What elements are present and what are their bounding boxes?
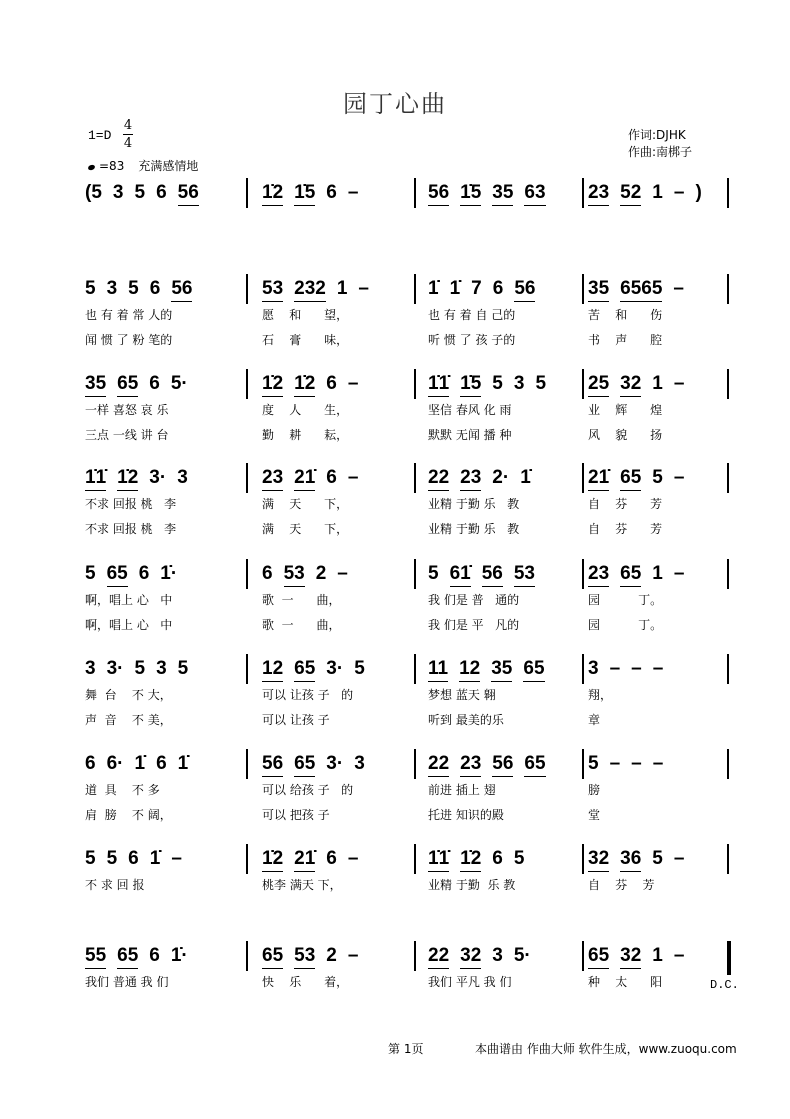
barline bbox=[414, 844, 416, 874]
lyric-line: 业 辉 煌 bbox=[588, 403, 663, 417]
note: 65 bbox=[107, 563, 128, 587]
barline bbox=[582, 369, 584, 399]
note: 2· bbox=[492, 467, 510, 488]
note: 65 bbox=[524, 753, 545, 777]
note: – bbox=[347, 182, 359, 203]
note: 56 bbox=[514, 278, 535, 302]
note: 1̇· bbox=[160, 563, 178, 584]
barline bbox=[414, 941, 416, 971]
note: 5 bbox=[134, 658, 146, 679]
note: 1̇ bbox=[149, 848, 161, 869]
note: 5 bbox=[354, 658, 365, 679]
note: – bbox=[337, 563, 348, 584]
lyric-line: 闻 惯 了 粉 笔的 bbox=[85, 333, 173, 347]
barline bbox=[727, 844, 729, 874]
lyric-line: 满 天 下， bbox=[262, 497, 349, 511]
note: 6 bbox=[156, 182, 167, 203]
barline bbox=[582, 941, 584, 971]
note: 6· bbox=[106, 753, 124, 774]
measure-notes bbox=[428, 373, 557, 397]
note: 5 bbox=[652, 848, 663, 869]
note: 6 bbox=[326, 182, 337, 203]
measure-notes bbox=[588, 753, 674, 775]
note: 6 bbox=[128, 848, 139, 869]
note: 1̇· bbox=[170, 945, 188, 966]
note: 32 bbox=[460, 945, 481, 969]
note: 5 bbox=[428, 563, 439, 584]
note: – bbox=[609, 753, 621, 774]
note: 6 bbox=[156, 753, 167, 774]
composer: 作曲:南梆子 bbox=[628, 145, 693, 159]
measure-notes bbox=[262, 753, 376, 777]
measure-notes bbox=[85, 373, 199, 397]
note: 35 bbox=[588, 278, 609, 302]
barline bbox=[582, 274, 584, 304]
measure-notes bbox=[85, 658, 199, 680]
measure-notes bbox=[262, 278, 380, 302]
note: – bbox=[347, 373, 359, 394]
note: 5 bbox=[177, 658, 189, 679]
barline bbox=[727, 369, 729, 399]
note: 1 bbox=[652, 182, 663, 203]
measure-notes bbox=[85, 278, 203, 302]
note: – bbox=[347, 467, 359, 488]
lyric-line: 不 求 回 报 bbox=[85, 878, 145, 892]
measure-notes bbox=[428, 945, 542, 969]
note: 5 bbox=[134, 182, 146, 203]
measure-notes bbox=[588, 467, 695, 491]
measure-notes bbox=[262, 182, 369, 206]
barline bbox=[727, 178, 729, 208]
note: – bbox=[347, 945, 359, 966]
note: 1̇2 bbox=[262, 848, 283, 872]
measure-notes bbox=[262, 467, 369, 491]
tempo-marking: =83 充满感情地 bbox=[88, 157, 198, 174]
barline bbox=[727, 463, 729, 493]
barline bbox=[582, 559, 584, 589]
measure-notes bbox=[428, 278, 546, 302]
note: 1̇ bbox=[449, 278, 461, 299]
note: 23 bbox=[588, 563, 609, 587]
lyric-line: 前进 插上 翅 bbox=[428, 783, 496, 797]
note: 65 bbox=[294, 753, 315, 777]
note: 6 bbox=[492, 848, 503, 869]
note: 56 bbox=[178, 182, 199, 206]
barline bbox=[246, 274, 248, 304]
note: 1 bbox=[652, 373, 663, 394]
note: 1̇2 bbox=[117, 467, 138, 491]
lyric-line: 园 丁。 bbox=[588, 618, 663, 632]
lyric-line: 度 人 生， bbox=[262, 403, 349, 417]
lyric-line: 默默 无闻 播 种 bbox=[428, 428, 512, 442]
note: 65 bbox=[117, 373, 138, 397]
lyric-line: 坚信 春风 化 雨 bbox=[428, 403, 512, 417]
note: 65 bbox=[620, 563, 641, 587]
note: – bbox=[347, 848, 359, 869]
note: 3 bbox=[177, 467, 188, 488]
lyric-line: 风 貌 扬 bbox=[588, 428, 663, 442]
note: 5· bbox=[170, 373, 188, 394]
barline bbox=[246, 941, 248, 971]
measure-notes bbox=[262, 658, 376, 682]
lyric-line: 我 们是 平 凡的 bbox=[428, 618, 520, 632]
note: – bbox=[673, 278, 684, 299]
note: 12 bbox=[459, 658, 480, 682]
note: 7 bbox=[471, 278, 482, 299]
barline bbox=[246, 749, 248, 779]
lyric-line: 可以 让孩 子 的 bbox=[262, 688, 354, 702]
lyric-line: 可以 把孩 子 bbox=[262, 808, 330, 822]
note: 5 bbox=[513, 848, 525, 869]
note: 22 bbox=[428, 467, 449, 491]
note: 1̇ bbox=[520, 467, 531, 488]
note: 3· bbox=[149, 467, 167, 488]
lyric-line: 愿 和 望， bbox=[262, 308, 349, 322]
quarter-note-icon bbox=[87, 164, 95, 171]
page-number: 第 1页 bbox=[388, 1042, 424, 1056]
note: 5 bbox=[85, 563, 96, 584]
note: 3· bbox=[106, 658, 124, 679]
measure-notes bbox=[85, 753, 199, 775]
da-capo-mark: D.C. bbox=[710, 978, 739, 992]
lyric-line: 堂 bbox=[588, 808, 601, 822]
note: 6 bbox=[149, 373, 160, 394]
lyric-line: 也 有 着 常 人的 bbox=[85, 308, 173, 322]
barline bbox=[414, 749, 416, 779]
note: 5 bbox=[85, 848, 96, 869]
note: 6 bbox=[326, 467, 337, 488]
note: – bbox=[673, 848, 685, 869]
note: 3 bbox=[354, 753, 365, 774]
note: 61̇ bbox=[450, 563, 471, 587]
note: – bbox=[358, 278, 369, 299]
barline bbox=[727, 941, 731, 975]
note: 3 bbox=[106, 278, 118, 299]
note: 1̇5 bbox=[460, 182, 481, 206]
lyric-line: 章 bbox=[588, 713, 601, 727]
measure-notes bbox=[428, 182, 557, 206]
measure-notes bbox=[588, 563, 695, 587]
note: ) bbox=[695, 182, 702, 203]
lyric-line: 我 们是 普 通的 bbox=[428, 593, 520, 607]
measure-notes bbox=[428, 563, 546, 587]
note: 65 bbox=[262, 945, 283, 969]
note: 65 bbox=[117, 945, 138, 969]
barline bbox=[414, 654, 416, 684]
lyric-line: 可以 给孩 子 的 bbox=[262, 783, 354, 797]
note: 1̇1̇ bbox=[428, 373, 449, 397]
note: 52 bbox=[620, 182, 641, 206]
lyric-line: 苦 和 伤 bbox=[588, 308, 663, 322]
measure-notes bbox=[588, 182, 713, 206]
note: 32 bbox=[588, 848, 609, 872]
measure-notes bbox=[588, 848, 695, 872]
note: 56 bbox=[262, 753, 283, 777]
lyric-line: 听 惯 了 孩 子的 bbox=[428, 333, 516, 347]
barline bbox=[246, 178, 248, 208]
note: 56 bbox=[482, 563, 503, 587]
measure-notes bbox=[428, 658, 556, 682]
note: 6 bbox=[492, 278, 504, 299]
lyric-line: 业精 于勤 乐 教 bbox=[428, 522, 520, 536]
note: 5 bbox=[588, 753, 599, 774]
note: 56 bbox=[428, 182, 449, 206]
measure-notes bbox=[262, 848, 369, 872]
note: 5 bbox=[106, 848, 118, 869]
barline bbox=[582, 463, 584, 493]
lyric-line: 啊，唱上 心 中 bbox=[85, 593, 173, 607]
note: – bbox=[609, 658, 621, 679]
lyric-line: 膀 bbox=[588, 783, 601, 797]
note: 3 bbox=[85, 658, 96, 679]
note: 5 bbox=[535, 373, 547, 394]
barline bbox=[246, 844, 248, 874]
note: 3· bbox=[326, 658, 344, 679]
note: 2 bbox=[315, 563, 327, 584]
note: 1̇ bbox=[134, 753, 146, 774]
barline bbox=[414, 463, 416, 493]
lyric-line: 不求 回报 桃 李 bbox=[85, 497, 177, 511]
note: 21̇ bbox=[588, 467, 609, 491]
note: 23 bbox=[262, 467, 283, 491]
note: 63 bbox=[524, 182, 545, 206]
barline bbox=[582, 654, 584, 684]
barline bbox=[414, 178, 416, 208]
note: 5 bbox=[128, 278, 139, 299]
barline bbox=[582, 178, 584, 208]
note: 65 bbox=[523, 658, 544, 682]
lyric-line: 可以 让孩 子 bbox=[262, 713, 330, 727]
note: – bbox=[631, 753, 642, 774]
note: 35 bbox=[491, 658, 512, 682]
lyric-line: 一样 喜怒 哀 乐 bbox=[85, 403, 169, 417]
note: 56 bbox=[492, 753, 513, 777]
note: 25 bbox=[588, 373, 609, 397]
generator-note: 本曲谱由 作曲大师 软件生成，www.zuoqu.com bbox=[475, 1042, 737, 1056]
note: 35 bbox=[85, 373, 106, 397]
lyric-line: 自 芬 芳 bbox=[588, 878, 655, 892]
score-title: 园丁心曲 bbox=[343, 90, 447, 118]
note: 3 bbox=[156, 658, 167, 679]
note: 11 bbox=[428, 658, 448, 682]
expression-marking: 充满感情地 bbox=[138, 159, 199, 173]
note: – bbox=[673, 563, 685, 584]
note: 65 bbox=[294, 658, 315, 682]
note: – bbox=[652, 658, 664, 679]
note: 1̇5 bbox=[460, 373, 481, 397]
note: 23 bbox=[588, 182, 609, 206]
note: 56 bbox=[171, 278, 192, 302]
lyric-line: 我们 普通 我 们 bbox=[85, 975, 169, 989]
barline bbox=[246, 463, 248, 493]
note: 36 bbox=[620, 848, 641, 872]
note: 22 bbox=[428, 753, 449, 777]
note: 35 bbox=[492, 182, 513, 206]
lyric-line: 快 乐 着， bbox=[262, 975, 349, 989]
note: 5 bbox=[492, 373, 503, 394]
note: 6565 bbox=[620, 278, 662, 302]
note: – bbox=[673, 182, 685, 203]
note: 53 bbox=[284, 563, 305, 587]
note: 21̇ bbox=[294, 848, 315, 872]
note: – bbox=[673, 467, 685, 488]
note: – bbox=[652, 753, 664, 774]
barline bbox=[727, 749, 729, 779]
lyric-line: 翔， bbox=[588, 688, 613, 702]
note: 1̇1̇ bbox=[428, 848, 449, 872]
note: 6 bbox=[326, 848, 337, 869]
note: – bbox=[673, 945, 685, 966]
note: 3 bbox=[588, 658, 599, 679]
lyric-line: 梦想 蓝天 翱 bbox=[428, 688, 496, 702]
note: 3· bbox=[326, 753, 344, 774]
lyric-line: 不求 回报 桃 李 bbox=[85, 522, 177, 536]
lyric-line: 肩 膀 不 阔， bbox=[85, 808, 172, 822]
note: 6 bbox=[149, 278, 161, 299]
note: 1̇5 bbox=[294, 182, 315, 206]
note: – bbox=[673, 373, 685, 394]
note: 3 bbox=[513, 373, 525, 394]
barline bbox=[246, 369, 248, 399]
barline bbox=[246, 559, 248, 589]
note: 5 bbox=[85, 278, 96, 299]
note: 21̇ bbox=[294, 467, 315, 491]
measure-notes bbox=[588, 658, 674, 680]
lyric-line: 歌 一 曲， bbox=[262, 618, 341, 632]
note: 1̇ bbox=[177, 753, 189, 774]
note: 22 bbox=[428, 945, 449, 969]
lyric-line: 托进 知识的殿 bbox=[428, 808, 504, 822]
lyric-line: 桃李 满天 下， bbox=[262, 878, 342, 892]
measure-notes bbox=[85, 848, 193, 870]
note: 5 bbox=[652, 467, 663, 488]
measure-notes bbox=[428, 753, 557, 777]
note: 1̇2 bbox=[262, 182, 283, 206]
lyric-line: 听到 最美的乐 bbox=[428, 713, 504, 727]
barline bbox=[414, 274, 416, 304]
measure-notes bbox=[588, 373, 695, 397]
lyric-line: 种 太 阳 bbox=[588, 975, 663, 989]
note: 2 bbox=[326, 945, 337, 966]
barline bbox=[727, 559, 729, 589]
note: 232 bbox=[294, 278, 326, 302]
lyric-line: 啊，唱上 心 中 bbox=[85, 618, 173, 632]
measure-notes bbox=[588, 945, 695, 969]
barline bbox=[414, 369, 416, 399]
note: 32 bbox=[620, 373, 641, 397]
barline bbox=[582, 844, 584, 874]
lyric-line: 书 声 腔 bbox=[588, 333, 663, 347]
lyric-line: 声 音 不 美， bbox=[85, 713, 172, 727]
lyric-line: 石 膏 味， bbox=[262, 333, 349, 347]
note: 6 bbox=[85, 753, 96, 774]
note: 6 bbox=[262, 563, 273, 584]
time-signature: 4 4 bbox=[123, 118, 133, 151]
note: 53 bbox=[294, 945, 315, 969]
note: 6 bbox=[326, 373, 337, 394]
lyric-line: 勤 耕 耘， bbox=[262, 428, 349, 442]
measure-notes bbox=[262, 373, 369, 397]
lyric-line: 舞 台 不 大， bbox=[85, 688, 172, 702]
lyric-line: 满 天 下， bbox=[262, 522, 349, 536]
note: 53 bbox=[514, 563, 535, 587]
measure-notes bbox=[428, 848, 535, 872]
note: 32 bbox=[620, 945, 641, 969]
lyric-line: 三点 一线 讲 台 bbox=[85, 428, 169, 442]
lyric-line: 道 具 不 多 bbox=[85, 783, 160, 797]
lyric-line: 业精 于勤 乐 教 bbox=[428, 878, 516, 892]
note: 6 bbox=[149, 945, 160, 966]
barline bbox=[246, 654, 248, 684]
lyric-line: 园 丁。 bbox=[588, 593, 663, 607]
lyricist: 作词:DJHK bbox=[628, 128, 686, 142]
note: 1 bbox=[336, 278, 348, 299]
lyric-line: 也 有 着 自 己的 bbox=[428, 308, 516, 322]
lyric-line: 自 芬 芳 bbox=[588, 497, 663, 511]
measure-notes bbox=[85, 467, 199, 491]
barline bbox=[727, 274, 729, 304]
barline bbox=[414, 559, 416, 589]
note: 65 bbox=[588, 945, 609, 969]
note: 1̇2 bbox=[262, 373, 283, 397]
note: 55 bbox=[85, 945, 106, 969]
note: 65 bbox=[620, 467, 641, 491]
note: 23 bbox=[460, 467, 481, 491]
lyric-line: 自 芬 芳 bbox=[588, 522, 663, 536]
lyric-line: 歌 一 曲， bbox=[262, 593, 341, 607]
measure-notes bbox=[262, 563, 359, 587]
note: 1 bbox=[652, 945, 663, 966]
note: 5· bbox=[513, 945, 531, 966]
lyric-line: 业精 于勤 乐 教 bbox=[428, 497, 520, 511]
note: 23 bbox=[460, 753, 481, 777]
measure-notes bbox=[428, 467, 542, 491]
note: 1 bbox=[652, 563, 663, 584]
measure-notes bbox=[85, 182, 210, 206]
note: – bbox=[631, 658, 642, 679]
barline bbox=[582, 749, 584, 779]
barline bbox=[727, 654, 729, 684]
note: 6 bbox=[138, 563, 150, 584]
note: 1̇ bbox=[428, 278, 439, 299]
note: 3 bbox=[492, 945, 503, 966]
lyric-line: 我们 平凡 我 们 bbox=[428, 975, 512, 989]
note: 12 bbox=[262, 658, 283, 682]
note: 3 bbox=[112, 182, 124, 203]
credits bbox=[628, 127, 692, 161]
key-signature: 1=D bbox=[88, 128, 112, 143]
measure-notes bbox=[85, 563, 188, 587]
note: 1̇1̇ bbox=[85, 467, 106, 491]
note: 1̇2 bbox=[460, 848, 481, 872]
note: (5 bbox=[85, 182, 102, 203]
note: 1̇2 bbox=[294, 373, 315, 397]
note: – bbox=[171, 848, 182, 869]
note: 53 bbox=[262, 278, 283, 302]
measure-notes bbox=[588, 278, 695, 302]
measure-notes bbox=[85, 945, 199, 969]
measure-notes bbox=[262, 945, 369, 969]
